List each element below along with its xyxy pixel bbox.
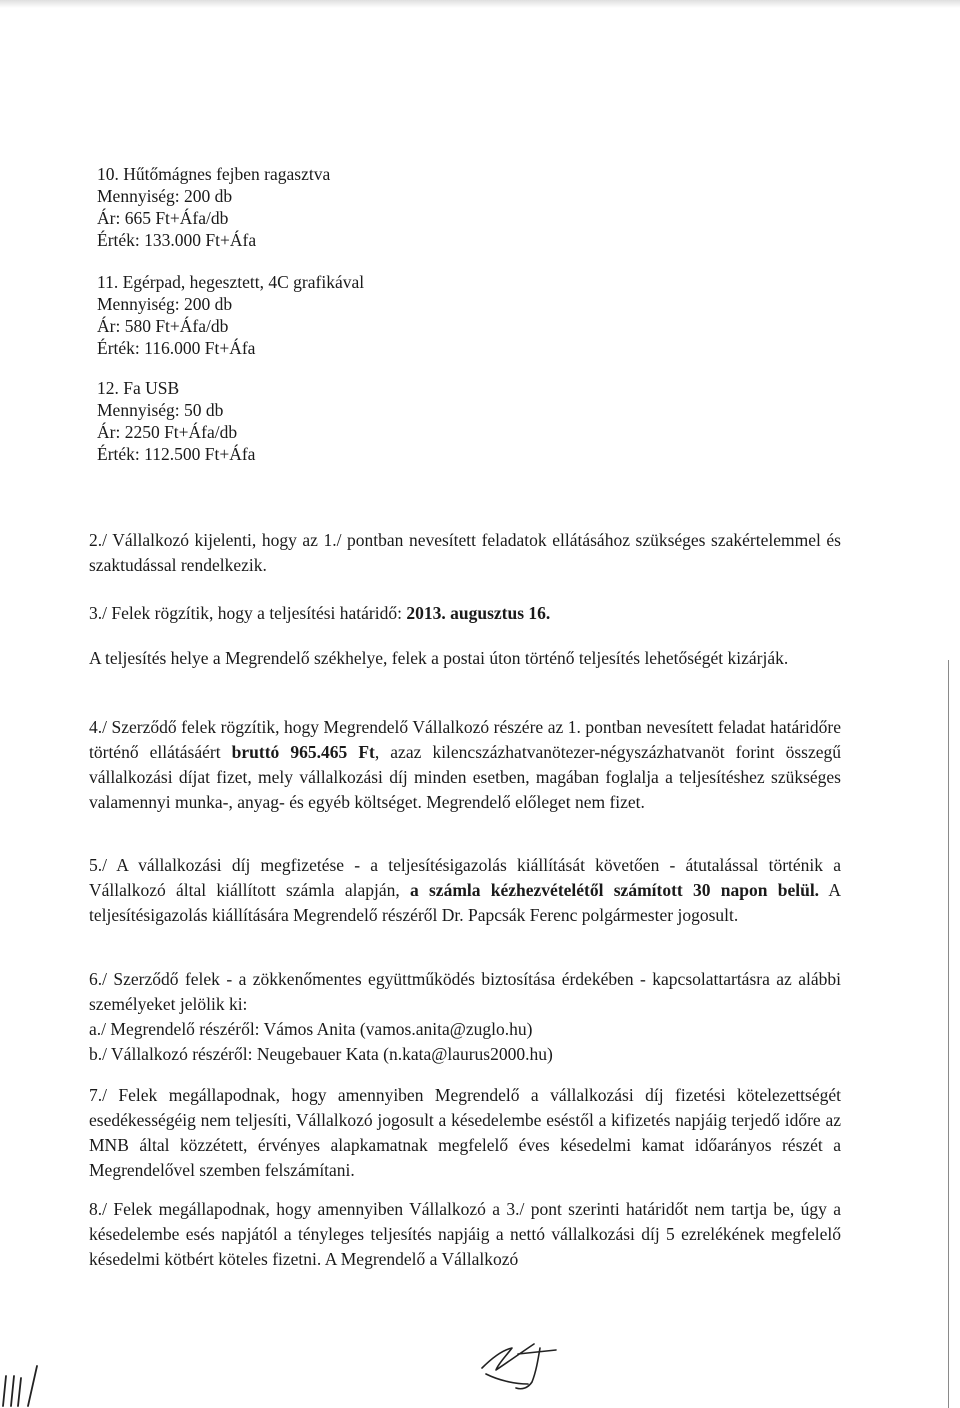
scan-margin-line bbox=[948, 660, 949, 1408]
item-value: Érték: 116.000 Ft+Áfa bbox=[97, 338, 256, 358]
clause-4-before: 4./ Szerződő felek rögzítik, hogy Megrendelő Vállalkozó részére az 1. pontban nevesített feladat határidőre történő ellátásáért bbox=[89, 717, 841, 762]
clause-4-after: , azaz kilencszázhatvanötezer-négyszázhatvanöt forint összegű vállalkozási díjat fizet, mely vállalkozási díj minden esetben, magában foglalja a teljesítéshez szükséges valamennyi munka-, anyag- és egyéb költséget. Megrendelő előleget nem fizet. bbox=[89, 742, 842, 812]
item-value: Érték: 133.000 Ft+Áfa bbox=[97, 230, 257, 250]
clause-6 bbox=[89, 967, 841, 1067]
handwritten-initials bbox=[0, 1362, 40, 1408]
clause-3-deadline: 2013. augusztus 16. bbox=[406, 603, 551, 623]
handwritten-signature bbox=[478, 1340, 558, 1395]
clause-4 bbox=[89, 715, 841, 815]
clause-2: 2./ Vállalkozó kijelenti, hogy az 1./ pontban nevesített feladatok ellátásához szükséges szakértelemmel és szaktudással rendelkezik. bbox=[89, 530, 841, 575]
item-quantity: Mennyiség: 200 db bbox=[97, 186, 233, 206]
clause-3-place: A teljesítés helye a Megrendelő székhelye, felek a postai úton történő teljesítés lehetőségét kizárják. bbox=[89, 648, 789, 668]
item-price: Ár: 2250 Ft+Áfa/db bbox=[97, 422, 238, 442]
item-value: Érték: 112.500 Ft+Áfa bbox=[97, 444, 256, 464]
item-title: 10. Hűtőmágnes fejben ragasztva bbox=[97, 164, 331, 184]
clause-5-before: 5./ A vállalkozási díj megfizetése - a teljesítésigazolás kiállítását követően - átutalással történik a Vállalkozó által kiállított számla alapján, bbox=[89, 855, 841, 900]
item-11 bbox=[97, 271, 364, 359]
item-10 bbox=[97, 163, 330, 251]
clause-8: 8./ Felek megállapodnak, hogy amennyiben Vállalkozó a 3./ pont szerinti határidőt nem tartja be, úgy a késedelembe esés napjától a tényleges teljesítés napjáig a nettó vállalkozási díj 5 ezrelékének megfelelő késedelmi kötbért köteles fizetni. A Megrendelő a Vállalkozó bbox=[89, 1199, 841, 1269]
clause-6-intro: 6./ Szerződő felek - a zökkenőmentes együttműködés biztosítása érdekében - kapcsolattartásra az alábbi személyeket jelölik ki: bbox=[89, 969, 841, 1014]
item-title: 12. Fa USB bbox=[97, 378, 180, 398]
item-12 bbox=[97, 377, 255, 465]
contact-a: a./ Megrendelő részéről: Vámos Anita (vamos.anita@zuglo.hu) bbox=[89, 1019, 533, 1039]
item-quantity: Mennyiség: 50 db bbox=[97, 400, 224, 420]
contact-b: b./ Vállalkozó részéről: Neugebauer Kata (n.kata@laurus2000.hu) bbox=[89, 1044, 553, 1064]
item-title: 11. Egérpad, hegesztett, 4C grafikával bbox=[97, 272, 365, 292]
clause-5-bold: a számla kézhezvételétől számított 30 napon belül. bbox=[409, 880, 820, 900]
clause-5 bbox=[89, 853, 841, 928]
item-quantity: Mennyiség: 200 db bbox=[97, 294, 233, 314]
item-price: Ár: 665 Ft+Áfa/db bbox=[97, 208, 229, 228]
clause-5-after: A teljesítésigazolás kiállítására Megrendelő részéről Dr. Papcsák Ferenc polgármester jogosult. bbox=[89, 880, 841, 925]
item-price: Ár: 580 Ft+Áfa/db bbox=[97, 316, 229, 336]
clause-3 bbox=[89, 601, 841, 626]
clause-4-amount: bruttó 965.465 Ft bbox=[231, 742, 375, 762]
scan-edge bbox=[0, 0, 960, 8]
clause-3-text: 3./ Felek rögzítik, hogy a teljesítési határidő: bbox=[89, 603, 407, 623]
clause-7: 7./ Felek megállapodnak, hogy amennyiben Megrendelő a vállalkozási díj fizetési kötelezettségét esedékességéig nem teljesíti, Vállalkozó jogosult a késedelembe eséstől a kifizetés napjáig terjedő időre az MNB által közzétett, érvényes alapkamatnak megfelelő éves késedelmi kamat időarányos részét a Megrendelővel szemben felszámítani. bbox=[89, 1085, 841, 1180]
